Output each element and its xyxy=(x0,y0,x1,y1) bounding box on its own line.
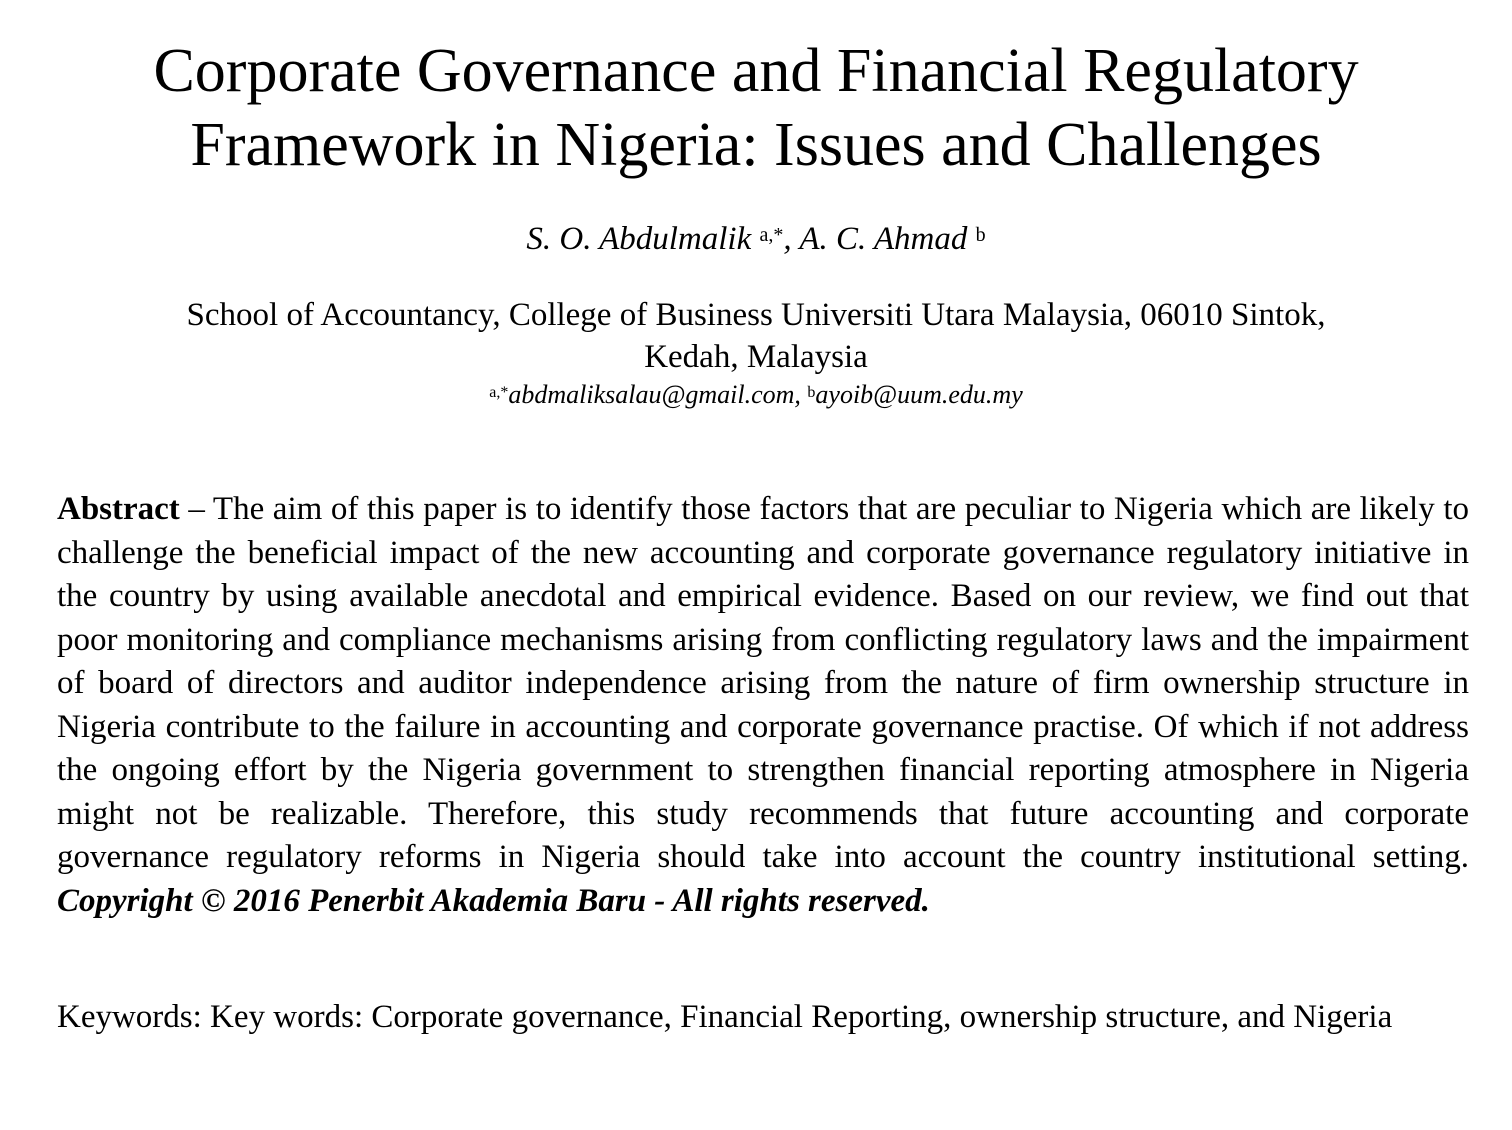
copyright-notice: Copyright © 2016 Penerbit Akademia Baru - All rights reserved. xyxy=(57,882,930,919)
author-affiliation-mark: b xyxy=(975,224,986,246)
abstract-dash: – xyxy=(179,491,213,527)
email-mark: b xyxy=(807,384,816,401)
title-line-2: Framework in Nigeria: Issues and Challenges xyxy=(190,111,1322,179)
title-line-1: Corporate Governance and Financial Regulatory xyxy=(153,37,1359,105)
email-separator: , xyxy=(794,380,808,409)
email-address[interactable]: abdmaliksalau@gmail.com xyxy=(508,380,795,409)
author-affiliation xyxy=(40,294,1472,378)
email-address[interactable]: ayoib@uum.edu.my xyxy=(815,380,1023,409)
keywords: Keywords: Key words: Corporate governance, Financial Reporting, ownership structure, and Nigeria xyxy=(57,999,1393,1035)
author-affiliation-mark: a,* xyxy=(759,224,784,246)
abstract xyxy=(57,488,1469,923)
abstract-text: The aim of this paper is to identify those factors that are peculiar to Nigeria which are likely to challenge the beneficial impact of the new accounting and corporate governance regulatory initiative in the country by using available anecdotal and empirical evidence. Based on our review, we find out that poor monitoring and compliance mechanisms arising from conflicting regulatory laws and the impairment of board of directors and auditor independence arising from the nature of firm ownership structure in Nigeria contribute to the failure in accounting and corporate governance practise. Of which if not address the ongoing effort by the Nigeria government to strengthen financial reporting atmosphere in Nigeria might not be realizable. Therefore, this study recommends that future accounting and corporate governance regulatory reforms in Nigeria should take into account the country institutional setting. xyxy=(57,491,1469,875)
email-mark: a,* xyxy=(489,384,509,401)
author-name: A. C. Ahmad xyxy=(799,221,968,257)
paper-title xyxy=(40,34,1472,182)
author-emails xyxy=(40,379,1472,411)
affiliation-line-2: Kedah, Malaysia xyxy=(644,339,868,375)
author-name: S. O. Abdulmalik xyxy=(526,221,752,257)
affiliation-line-1: School of Accountancy, College of Business Universiti Utara Malaysia, 06010 Sintok, xyxy=(186,297,1326,333)
author-separator: , xyxy=(783,221,800,257)
author-list xyxy=(40,219,1472,259)
abstract-label: Abstract xyxy=(57,491,180,527)
